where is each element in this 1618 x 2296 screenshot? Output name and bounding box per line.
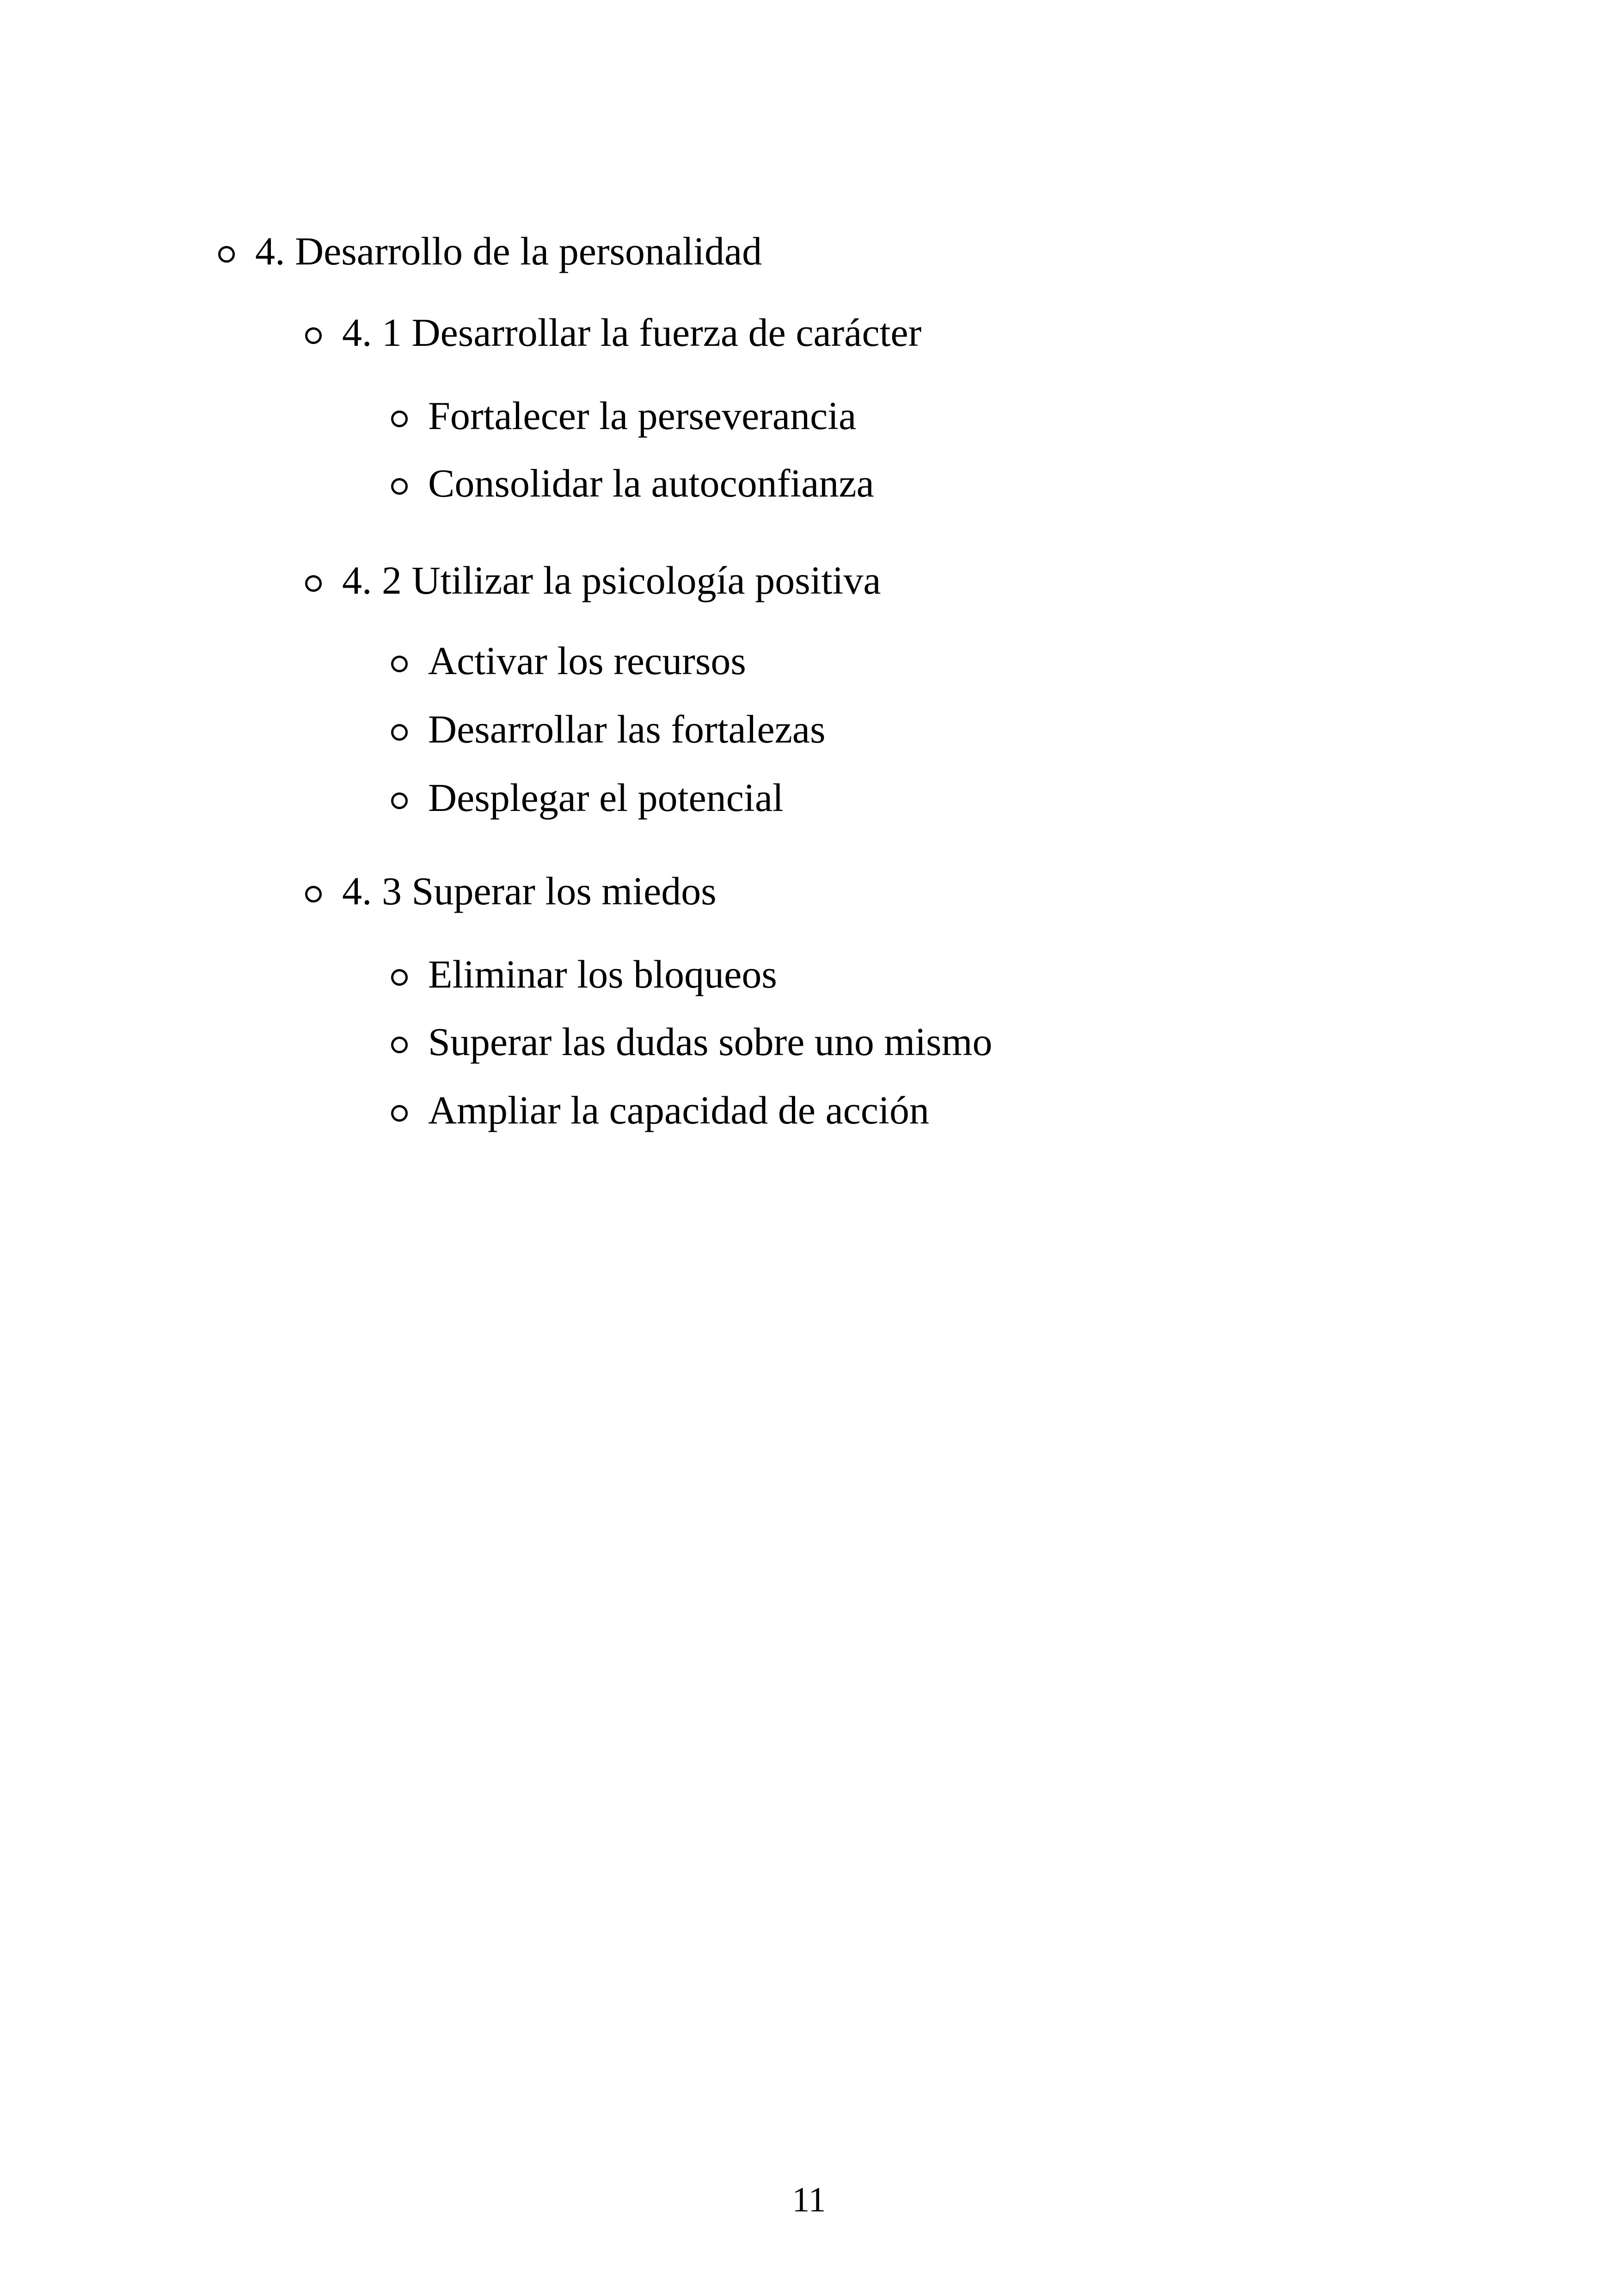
page-number: 11 bbox=[792, 2180, 826, 2219]
bullet-icon bbox=[305, 327, 322, 344]
subsection-heading: 4. 2 Utilizar la psicología positiva bbox=[342, 558, 881, 602]
bullet-icon bbox=[305, 575, 322, 592]
bullet-icon bbox=[391, 1105, 408, 1122]
outline-item: Eliminar los bloqueos bbox=[428, 952, 777, 996]
bullet-icon bbox=[218, 246, 235, 263]
outline-item: Activar los recursos bbox=[428, 638, 746, 683]
bullet-icon bbox=[391, 724, 408, 741]
bullet-icon bbox=[391, 792, 408, 809]
bullet-icon bbox=[391, 656, 408, 672]
subsection-heading: 4. 1 Desarrollar la fuerza de carácter bbox=[342, 310, 922, 355]
bullet-icon bbox=[305, 886, 322, 902]
bullet-icon bbox=[391, 969, 408, 986]
bullet-icon bbox=[391, 478, 408, 495]
outline-item: Superar las dudas sobre uno mismo bbox=[428, 1019, 993, 1064]
bullet-icon bbox=[391, 411, 408, 427]
subsection-heading: 4. 3 Superar los miedos bbox=[342, 869, 717, 913]
bullet-icon bbox=[391, 1037, 408, 1053]
outline-item: Desplegar el potencial bbox=[428, 775, 784, 820]
section-heading: 4. Desarrollo de la personalidad bbox=[255, 229, 762, 273]
outline-item: Consolidar la autoconfianza bbox=[428, 461, 874, 505]
outline-item: Ampliar la capacidad de acción bbox=[428, 1088, 929, 1132]
outline-item: Desarrollar las fortalezas bbox=[428, 707, 826, 751]
outline-item: Fortalecer la perseverancia bbox=[428, 393, 857, 438]
